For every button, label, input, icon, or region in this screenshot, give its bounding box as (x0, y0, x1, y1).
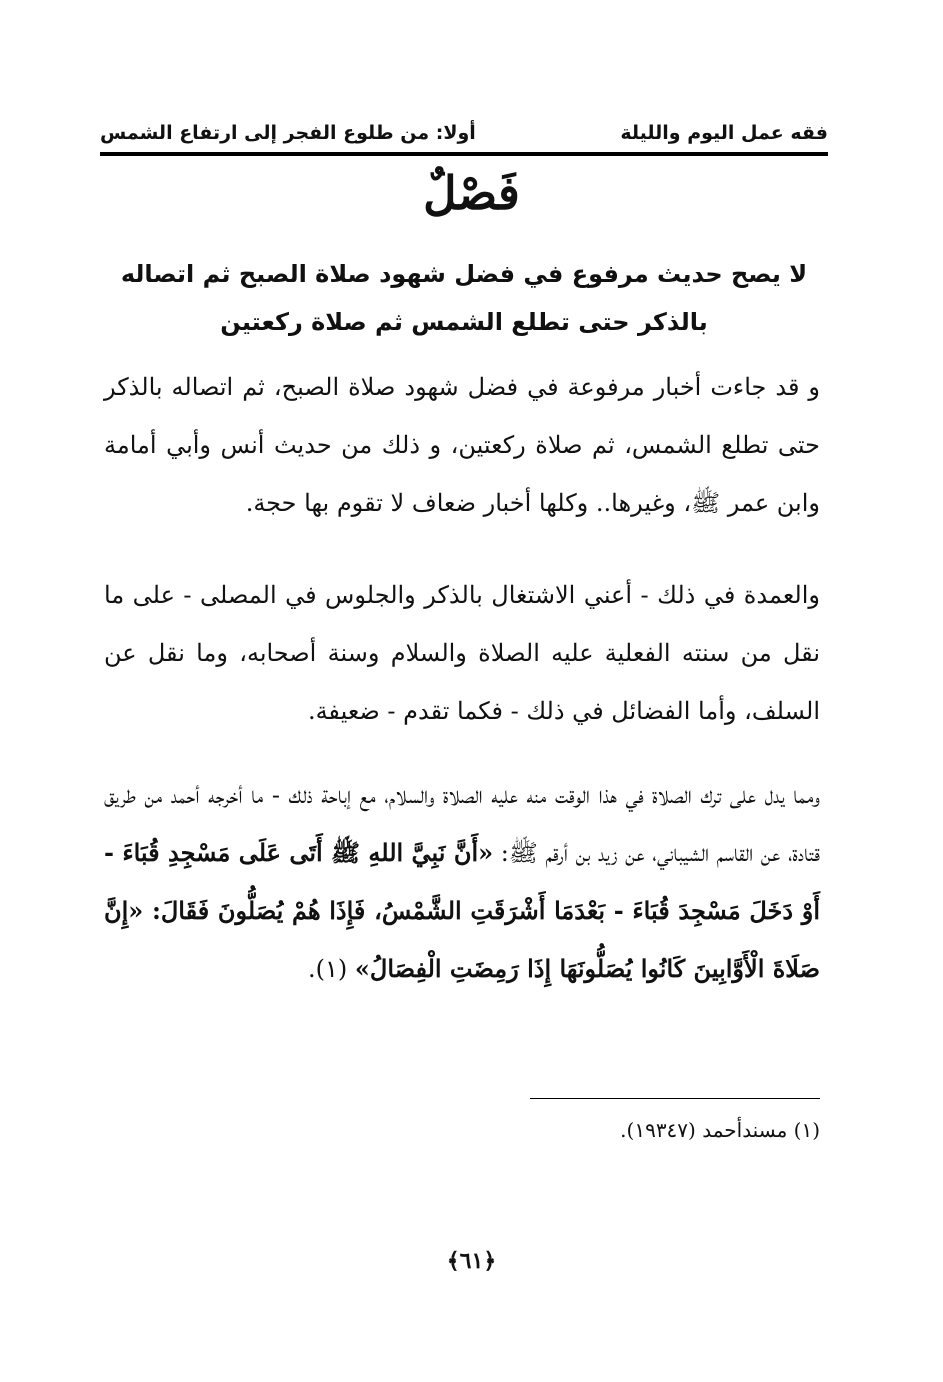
header-rule (100, 152, 828, 156)
heading-line-1: لا يصح حديث مرفوع في فضل شهود صلاة الصبح ثم اتصاله (120, 260, 808, 288)
paragraph-3-intro: ومما يدل على ترك الصلاة في هذا الوقت منه عليه الصلاة والسلام، مع إباحة ذلك - ما أخرجه أحمد من طريق قتادة، عن القاسم الشيباني، عن زيد بن أرقم ﷺ: (104, 781, 821, 867)
hadith-quote: «أَنَّ نَبِيَّ اللهِ ﷺ أَتَى عَلَى مَسْجِدِ قُبَاءَ - أَوْ دَخَلَ مَسْجِدَ قُبَاءَ - بَعْدَمَا أَشْرَقَتِ الشَّمْسُ، فَإِذَا هُمْ يُصَلُّونَ فَقَالَ: «إِنَّ صَلَاةَ الْأَوَّابِينَ كَانُوا يُصَلُّونَهَا إِذَا رَمِضَتِ الْفِصَالُ» (104, 838, 820, 983)
chapter-label: فَصْلٌ (423, 166, 520, 220)
paragraph-3 (104, 766, 820, 998)
paragraph-2: والعمدة في ذلك - أعني الاشتغال بالذكر والجلوس في المصلى - على ما نقل من سنته الفعلية عليه الصلاة والسلام وسنة أصحابه، وما نقل عن السلف، وأما الفضائل في ذلك - فكما تقدم - ضعيفة. (104, 581, 820, 725)
heading-line-2: بالذكر حتى تطلع الشمس ثم صلاة ركعتين (220, 308, 708, 336)
page-number: ﴿٦١﴾ (446, 1248, 497, 1274)
section-title: أولا: من طلوع الفجر إلى ارتفاع الشمس (100, 122, 476, 144)
section-heading (100, 250, 828, 346)
book-title: فقه عمل اليوم والليلة (620, 122, 828, 144)
footnote: (١) مسندأحمد (١٩٣٤٧). (620, 1118, 820, 1142)
running-header (100, 120, 828, 156)
footnote-reference: (١). (307, 955, 355, 983)
footnote-rule (530, 1098, 820, 1099)
paragraph-1: و قد جاءت أخبار مرفوعة في فضل شهود صلاة الصبح، ثم اتصاله بالذكر حتى تطلع الشمس، ثم صلاة ركعتين، و ذلك من حديث أنس وأبي أمامة وابن عمر ﷺ، وغيرها.. وكلها أخبار ضعاف لا تقوم بها حجة. (104, 373, 820, 517)
